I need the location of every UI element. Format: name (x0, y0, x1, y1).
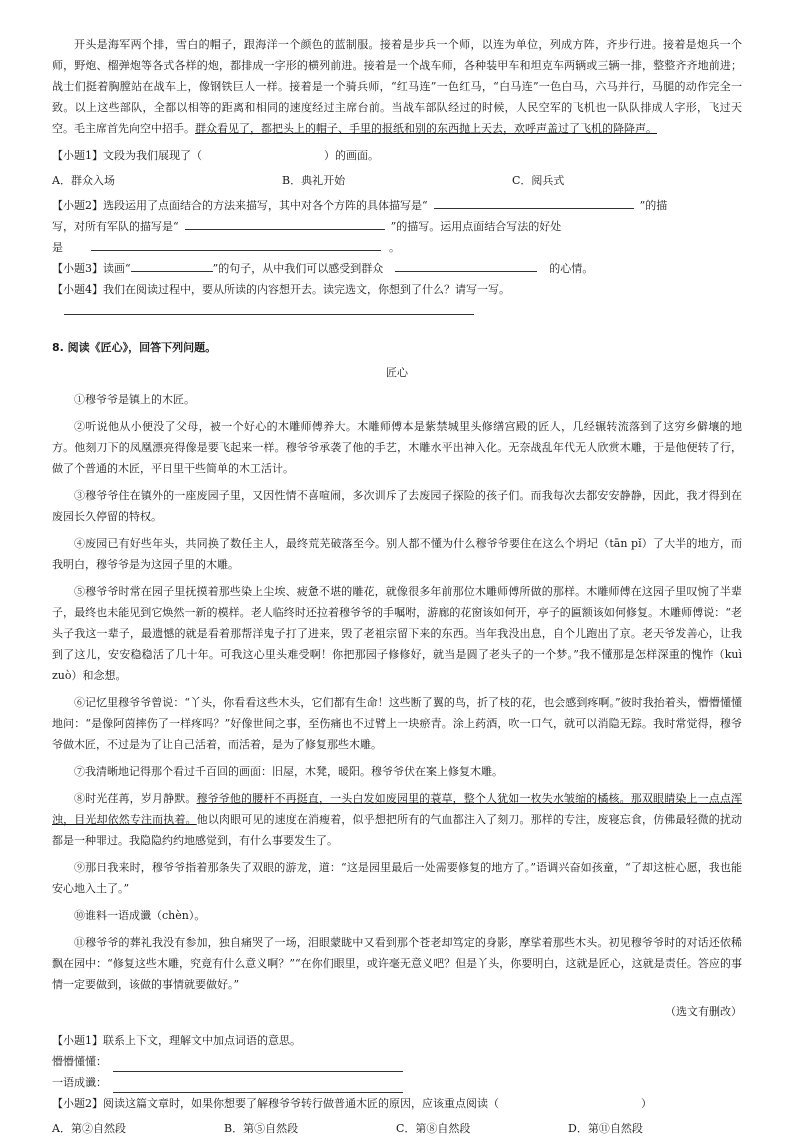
q3-middle: ”的句子，从中我们可以感受到群众 (212, 262, 384, 275)
underlined-sentence: 群众看见了，都把头上的帽子、手里的报纸和别的东西抛上天去，欢呼声盖过了飞机的降降声。 (195, 122, 657, 135)
q8-2-option-c[interactable]: C．第⑧自然段 (396, 1122, 471, 1135)
q8-1-term-2: 一语成谶： (52, 1076, 107, 1089)
article-title: 匠心 (386, 366, 408, 379)
q1-stem-start: 【小题1】文段为我们展现了（ (52, 149, 202, 162)
q8-2-option-d[interactable]: D．第⑪自然段 (568, 1122, 643, 1135)
question-2-line2 (52, 216, 742, 237)
worksheet-page (52, 34, 742, 1143)
q8-2-option-b[interactable]: B．第⑤自然段 (224, 1122, 299, 1135)
source-note: （选文有删改） (665, 1005, 742, 1018)
q2-line1-start: 【小题2】选段运用了点面结合的方法来描写，其中对各个方阵的具体描写是“ (52, 199, 428, 212)
q2-blank-3[interactable] (91, 237, 381, 251)
q8-2-stem (52, 1093, 742, 1114)
p8-end: 他以肉眼可见的速度在消瘦着，似乎想把所有的气血都注入了刻刀。那样的专注，废寝忘食，仿佛最轻微的扰动都是一种罪过。我隐隐约约地感觉到，有什么事要发生了。 (52, 813, 743, 847)
article-paragraph-10: ⑩谁料一语成谶（chèn）。 (74, 909, 206, 922)
q1-option-a[interactable]: A．群众入场 (52, 174, 115, 187)
q3-end: 的心情。 (549, 262, 594, 275)
article-paragraph-3: ③穆爷爷住在镇外的一座废园子里，又因性情不喜喧闹，多次训斥了去废园子探险的孩子们。而我每次去都安安静静，因此，我才得到在废园长久停留的特权。 (52, 489, 742, 523)
q2-line3-start: 是 (52, 241, 63, 254)
p8-start: ⑧时光荏苒，岁月静默。 (74, 792, 197, 805)
article-paragraph-6: ⑥记忆里穆爷爷曾说：“丫头，你看看这些木头，它们都有生命！这些断了翼的鸟，折了枝的花，也会感到疼啊。”彼时我抬着头，懵懵懂懂地问：“是像阿茵摔伤了一样疼吗？”好像世间之事，至伤痛也不过臂上一块瘀青。涂上药酒，吹一口气，就可以消隐无踪。我时常觉得，穆爷爷做木匠，不过是为了让自己活着，而活着，是为了修复那些木雕。 (52, 696, 742, 751)
question-3 (52, 258, 742, 279)
q8-1-term-1-row (52, 1051, 742, 1072)
q4-answer-line[interactable] (64, 302, 474, 315)
question-2-line3 (52, 237, 742, 258)
q2-line1-end: ”的描 (639, 199, 668, 212)
passage-paragraph (52, 34, 742, 139)
article-paragraph-8 (52, 788, 742, 851)
p8-underlined-sentence: 穆爷爷他的腰杆不再挺直，一头白发如废园里的蓑草，整个人犹如一枚失水皱缩的橘核。那双眼睛染上一点点浑浊，目光却依然专注而执着。 (52, 792, 743, 826)
question-2 (52, 195, 742, 216)
q2-blank-1[interactable] (434, 195, 634, 209)
q2-blank-2[interactable] (185, 216, 385, 230)
section-8-heading: 8. 阅读《匠心》，回答下列问题。 (52, 341, 217, 354)
q1-options (52, 170, 742, 191)
q3-blank-2[interactable] (395, 258, 537, 272)
passage-text: 开头是海军两个排，雪白的帽子，跟海洋一个颜色的蓝制服。接着是步兵一个师，以连为单位，列成方阵，齐步行进。接着是炮兵一个师，野炮、榴弹炮等各式各样的炮，都排成一字形的横列前进。接着是一个战车师，各种装甲车和坦克车两辆或三辆一排，整整齐齐地前进；战士们挺着胸膛站在战车上，像钢铁巨人一样。接着是一个骑兵师，“红马连”一色红马，“白马连”一色白马，六马并行，马腿的动作完全一致。以上这些部队，全都以相等的距离和相同的速度经过主席台前。当战车部队经过的时候，人民空军的飞机也一队队排成人字形，飞过天空。毛主席首先向空中招手。 (52, 38, 742, 135)
article-paragraph-5: ⑤穆爷爷时常在园子里抚摸着那些染上尘埃、疲惫不堪的雕花，就像很多年前那位木雕师傅所做的那样。木雕师傅在这园子里叹惋了半辈子，最终也未能见到它焕然一新的模样。老人临终时还拉着穆爷爷的手嘱咐，游廊的花窗该如何开，亭子的匾额该如何修复。木雕师傅说：“老头子我这一辈子，最遗憾的就是看着那帮洋鬼子打了进来，毁了老祖宗留下来的东西。当年我没出息，自个儿跑出了京。老天爷发善心，让我到了这儿，安安稳稳活了几十年。可我这心里头难受啊！你把那园子修修好，就当是圆了老头子的一个梦。”我不懂那是怎样深重的愧怍（kuì zuò）和念想。 (52, 585, 742, 682)
q1-option-c[interactable]: C．阅兵式 (512, 174, 565, 187)
q1-option-b[interactable]: B．典礼开始 (282, 174, 346, 187)
article-paragraph-1: ①穆爷爷是镇上的木匠。 (74, 393, 195, 406)
q8-1-answer-line-2[interactable] (113, 1080, 403, 1093)
q8-2-options (52, 1118, 742, 1139)
q1-stem-end: ）的画面。 (324, 149, 379, 162)
q3-blank-1[interactable] (131, 258, 213, 272)
q8-1-stem: 【小题1】联系上下文，理解文中加点词语的意思。 (52, 1034, 301, 1047)
q8-2-option-a[interactable]: A．第②自然段 (52, 1122, 126, 1135)
q2-line2-end: ”的描写。运用点面结合写法的好处 (390, 220, 562, 233)
article-paragraph-9: ⑨那日我来时，穆爷爷指着那条失了双眼的游龙，道：“这是园里最后一处需要修复的地方了。”语调兴奋如孩童，“了却这桩心愿，我也能安心地入土了。” (52, 861, 742, 895)
q2-line2-start: 写，对所有军队的描写是“ (52, 220, 179, 233)
q8-1-term-2-row (52, 1072, 742, 1093)
article-paragraph-11: ⑪穆爷爷的葬礼我没有参加，独自痛哭了一场，泪眼蒙眬中又看到那个苍老却笃定的身影，摩挲着那些木头。初见穆爷爷时的对话还依稀飘在园中：“修复这些木雕，究竟有什么意义啊？”“在你们眼里，或许毫无意义吧？但是丫头，你要明白，这就是匠心，这就是责任。答应的事情一定要做到，该做的事情就要做好。” (52, 936, 742, 991)
q2-line3-end: 。 (389, 241, 400, 254)
q8-2-stem-start: 【小题2】阅读这篇文章时，如果你想要了解穆爷爷转行做普通木匠的原因，应该重点阅读（ (52, 1097, 499, 1110)
article-paragraph-4: ④废园已有好些年头，共同换了数任主人，最终荒芜破落至今。别人都不懂为什么穆爷爷要住在这么个坍圮（tān pǐ）了大半的地方，而我明白，穆爷爷是为这园子里的木雕。 (52, 537, 742, 571)
article-paragraph-2: ②听说他从小便没了父母，被一个好心的木雕师傅养大。木雕师傅本是紫禁城里头修缮宫殿的匠人，几经辗转流落到了这穷乡僻壤的地方。他刻刀下的凤凰漂亮得像是要飞起来一样。穆爷爷承袭了他的手艺，木雕水平出神入化。无奈战乱年代无人欣赏木雕，于是他便转了行，做了个普通的木匠，平日里干些简单的木工活计。 (52, 420, 742, 475)
q8-1-answer-line-1[interactable] (113, 1059, 403, 1072)
q8-2-stem-end: ） (641, 1097, 652, 1110)
q3-start: 【小题3】读画“ (52, 262, 131, 275)
question-1 (52, 145, 742, 166)
article-paragraph-7: ⑦我清晰地记得那个看过千百回的画面：旧屋，木凳，暖阳。穆爷爷伏在案上修复木雕。 (74, 765, 503, 778)
q8-1-term-1: 懵懵懂懂： (52, 1055, 107, 1068)
question-4: 【小题4】我们在阅读过程中，要从所读的内容想开去。读完选文，你想到了什么？请写一写。 (52, 283, 510, 296)
